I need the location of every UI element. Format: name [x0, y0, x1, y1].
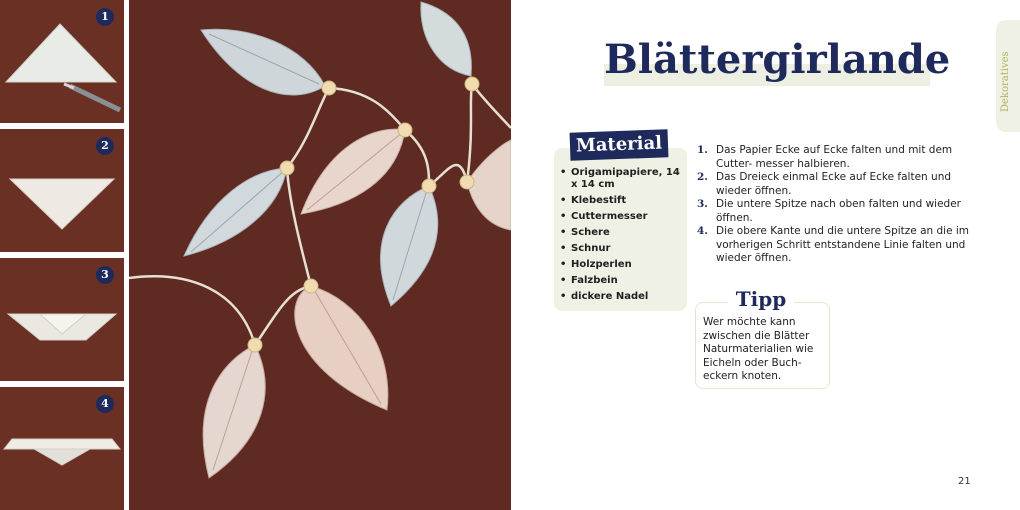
material-item: • Falzbein — [560, 275, 684, 287]
step-photo-2 — [0, 129, 124, 252]
wooden-beads — [248, 77, 479, 352]
material-item: • Schere — [560, 227, 684, 239]
leaf-bottom-left — [203, 345, 265, 478]
chapter-tab-label: Dekoratives — [1000, 51, 1011, 112]
leaf-top-right — [421, 2, 472, 76]
instruction-step — [697, 225, 977, 266]
material-item: • Holzperlen — [560, 259, 684, 271]
material-item: • dickere Nadel — [560, 291, 684, 303]
step-text: Das Dreieck einmal Ecke auf Ecke falten und wieder öffnen. — [716, 171, 952, 197]
material-item: • Origamipapiere, 14 x 14 cm — [560, 167, 684, 191]
step-number-1: 1 — [96, 8, 114, 26]
instruction-step — [697, 144, 977, 171]
step-index: 4. — [697, 225, 708, 237]
chapter-tab — [996, 20, 1020, 132]
step-number-4: 4 — [96, 395, 114, 413]
leaf-left — [184, 168, 287, 256]
material-list — [560, 167, 684, 307]
page-title-text: Blättergirlande — [604, 36, 951, 83]
step-text: Die obere Kante und die untere Spitze an die im vorherigen Schritt entstandene Linie falten und wieder öffnen. — [716, 225, 970, 264]
instruction-list — [697, 144, 977, 266]
step-photo-1 — [0, 0, 124, 123]
step-photos — [0, 0, 124, 510]
step-number-3: 3 — [96, 266, 114, 284]
leaf-upper-middle — [301, 129, 405, 214]
material-heading — [570, 129, 669, 160]
leaf-garland-illustration — [129, 0, 511, 510]
step-index: 1. — [697, 144, 708, 156]
page-number: 21 — [958, 476, 971, 487]
step-text: Das Papier Ecke auf Ecke falten und mit dem Cutter- messer halbieren. — [716, 144, 953, 170]
instruction-step — [697, 171, 977, 198]
step-text: Die untere Spitze nach oben falten und wieder öffnen. — [716, 198, 961, 224]
step-index: 2. — [697, 171, 708, 183]
tip-text: Wer möchte kann zwischen die Blätter Naturmaterialien wie Eicheln oder Buch- eckern knoten. — [703, 316, 814, 382]
tip-heading: Tipp — [728, 287, 794, 311]
step-number-2: 2 — [96, 137, 114, 155]
material-item: • Klebestift — [560, 195, 684, 207]
material-item: • Cuttermesser — [560, 211, 684, 223]
leaf-bottom-middle — [295, 286, 388, 410]
leaf-top-left — [201, 29, 325, 95]
material-heading-text: Material — [575, 132, 663, 157]
material-item: • Schnur — [560, 243, 684, 255]
step-index: 3. — [697, 198, 708, 210]
garland-photo — [129, 0, 511, 510]
instruction-step — [697, 198, 977, 225]
step-photo-4 — [0, 387, 124, 510]
leaf-middle-right — [381, 186, 438, 306]
page-title — [604, 34, 951, 86]
step-photo-3 — [0, 258, 124, 381]
